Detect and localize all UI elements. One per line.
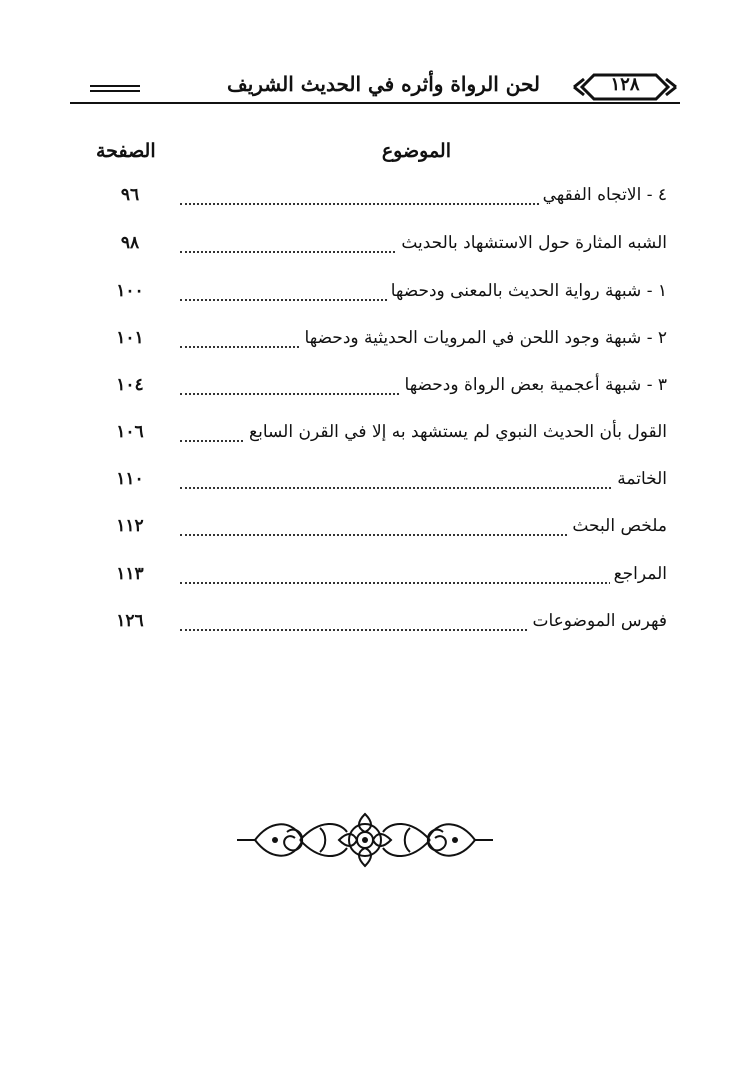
toc-entry-title: الشبه المثارة حول الاستشهاد بالحديث	[397, 233, 667, 253]
toc-entry-title: القول بأن الحديث النبوي لم يستشهد به إلا في القرن السابع	[245, 422, 667, 442]
toc-entry-title: ملخص البحث	[568, 516, 667, 536]
toc-entry	[0, 233, 743, 263]
toc-entry-title: ٢ - شبهة وجود اللحن في المرويات الحديثية ودحضها	[301, 328, 667, 348]
toc-entry	[0, 185, 743, 215]
column-header-topic: الموضوع	[381, 140, 451, 162]
leader-dots	[180, 481, 663, 489]
toc-entry-title: ١ - شبهة رواية الحديث بالمعنى ودحضها	[387, 281, 667, 301]
toc-entry-page: ١٠٤	[116, 375, 144, 395]
toc-entry-title: فهرس الموضوعات	[528, 611, 667, 631]
column-header-page: الصفحة	[96, 140, 156, 162]
toc-entry-title: ٤ - الاتجاه الفقهي	[539, 185, 667, 205]
toc-entry	[0, 611, 743, 641]
toc-entry-page: ١١٣	[116, 564, 144, 584]
leader-dots	[180, 576, 663, 584]
toc-entry-page: ١٢٦	[116, 611, 144, 631]
toc-entry-page: ١١٢	[116, 516, 144, 536]
toc-entry	[0, 281, 743, 311]
running-header-title: لحن الرواة وأثره في الحديث الشريف	[226, 72, 540, 96]
header-ornament-rule	[90, 85, 140, 95]
toc-entry-title: المراجع	[610, 564, 667, 584]
toc-entry	[0, 564, 743, 594]
page-number-badge	[570, 70, 680, 104]
floral-ornament-icon	[235, 810, 495, 870]
toc-entry-page: ٩٦	[120, 185, 140, 205]
toc-entry	[0, 469, 743, 499]
toc-entry	[0, 422, 743, 452]
toc-entry-page: ٩٨	[120, 233, 140, 253]
toc-entry-page: ١٠٦	[116, 422, 144, 442]
page-number: ١٢٨	[610, 74, 640, 95]
running-header	[70, 70, 680, 110]
toc-entry	[0, 516, 743, 546]
toc-entry-page: ١٠١	[116, 328, 144, 348]
toc-entry-title: ٣ - شبهة أعجمية بعض الرواة ودحضها	[401, 375, 667, 395]
toc-entry-page: ١١٠	[116, 469, 144, 489]
toc-entry	[0, 375, 743, 405]
toc-entry	[0, 328, 743, 358]
toc-entry-title: الخاتمة	[613, 469, 667, 489]
toc-entry-page: ١٠٠	[116, 281, 144, 301]
